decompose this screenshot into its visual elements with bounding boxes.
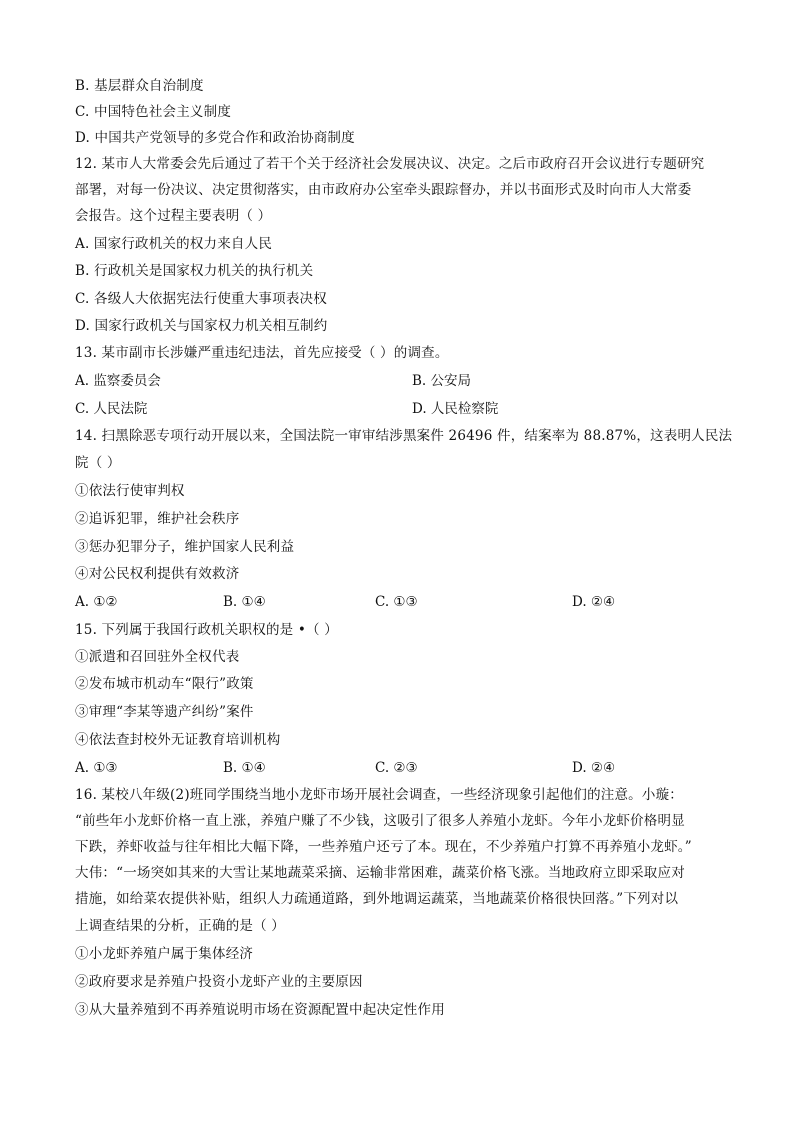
q14-stem-line: 院（ ） [75,455,121,471]
q15-item: ②发布城市机动车“限行”政策 [75,676,254,692]
q15-stem: 15. 下列属于我国行政机关职权的是 •（ ） [75,622,338,638]
q16-stem-line: “前些年小龙虾价格一直上涨，养殖户赚了不少钱，这吸引了很多人养殖小龙虾。今年小龙虾价格明显 [75,813,685,829]
q15-choice-c: C. ②③ [375,760,418,776]
q12-option-c: C. 各级人大依据宪法行使重大事项表决权 [75,291,327,307]
q16-item: ②政府要求是养殖户投资小龙虾产业的主要原因 [75,974,363,990]
q14-item: ②追诉犯罪，维护社会秩序 [75,511,240,527]
q15-item: ④依法查封校外无证教育培训机构 [75,732,281,748]
q14-choice-a: A. ①② [75,594,118,610]
q12-stem-line: 部署，对每一份决议、决定贯彻落实，由市政府办公室牵头跟踪督办，并以书面形式及时向市人大常委 [75,182,692,198]
q16-stem-line: 大伟：“一场突如其来的大雪让某地蔬菜采摘、运输非常困难，蔬菜价格飞涨。当地政府立即采取应对 [75,865,685,881]
q13-option-d: D. 人民检察院 [412,401,499,417]
q11-option-d: D. 中国共产党领导的多党合作和政治协商制度 [75,130,355,146]
q13-stem: 13. 某市副市长涉嫌严重违纪违法，首先应接受（ ）的调查。 [75,345,449,361]
q15-item: ③审理“李某等遗产纠纷”案件 [75,704,254,720]
q14-stem-line: 14. 扫黑除恶专项行动开展以来，全国法院一审审结涉黑案件 26496 件，结案率为 88.87%，这表明人民法 [75,428,733,444]
q14-item: ④对公民权利提供有效救济 [75,566,240,582]
q12-stem-line: 12. 某市人大常委会先后通过了若干个关于经济社会发展决议、决定。之后市政府召开会议进行专题研究 [75,156,705,172]
q11-option-b: B. 基层群众自治制度 [75,78,204,94]
q15-choice-b: B. ①④ [223,760,266,776]
q13-option-a: A. 监察委员会 [75,373,161,389]
q14-item: ③惩办犯罪分子，维护国家人民利益 [75,539,295,555]
q12-stem-line: 会报告。这个过程主要表明（ ） [75,208,272,224]
q12-option-b: B. 行政机关是国家权力机关的执行机关 [75,263,314,279]
q14-choice-b: B. ①④ [223,594,266,610]
q16-stem-line: 上调查结果的分析，正确的是（ ） [75,918,285,934]
q16-item: ③从大量养殖到不再养殖说明市场在资源配置中起决定性作用 [75,1002,445,1018]
q12-option-a: A. 国家行政机关的权力来自人民 [75,236,273,252]
q16-stem-line: 措施，如给菜农提供补贴，组织人力疏通道路，到外地调运蔬菜，当地蔬菜价格很快回落。”下列对以 [75,891,679,907]
q13-option-b: B. 公安局 [412,373,472,389]
q15-choice-a: A. ①③ [75,760,118,776]
q16-stem-line: 16. 某校八年级(2)班同学围绕当地小龙虾市场开展社会调查，一些经济现象引起他们的注意。小璇： [75,787,683,803]
q12-option-d: D. 国家行政机关与国家权力机关相互制约 [75,318,328,334]
q15-choice-d: D. ②④ [572,760,616,776]
q16-item: ①小龙虾养殖户属于集体经济 [75,946,254,962]
q14-choice-c: C. ①③ [375,594,418,610]
q14-choice-d: D. ②④ [572,594,616,610]
q14-item: ①依法行使审判权 [75,483,185,499]
q11-option-c: C. 中国特色社会主义制度 [75,104,232,120]
q16-stem-line: 下跌，养虾收益与往年相比大幅下降，一些养殖户还亏了本。现在，不少养殖户打算不再养殖小龙虾。” [75,839,692,855]
q13-option-c: C. 人民法院 [75,401,148,417]
q15-item: ①派遣和召回驻外全权代表 [75,649,240,665]
